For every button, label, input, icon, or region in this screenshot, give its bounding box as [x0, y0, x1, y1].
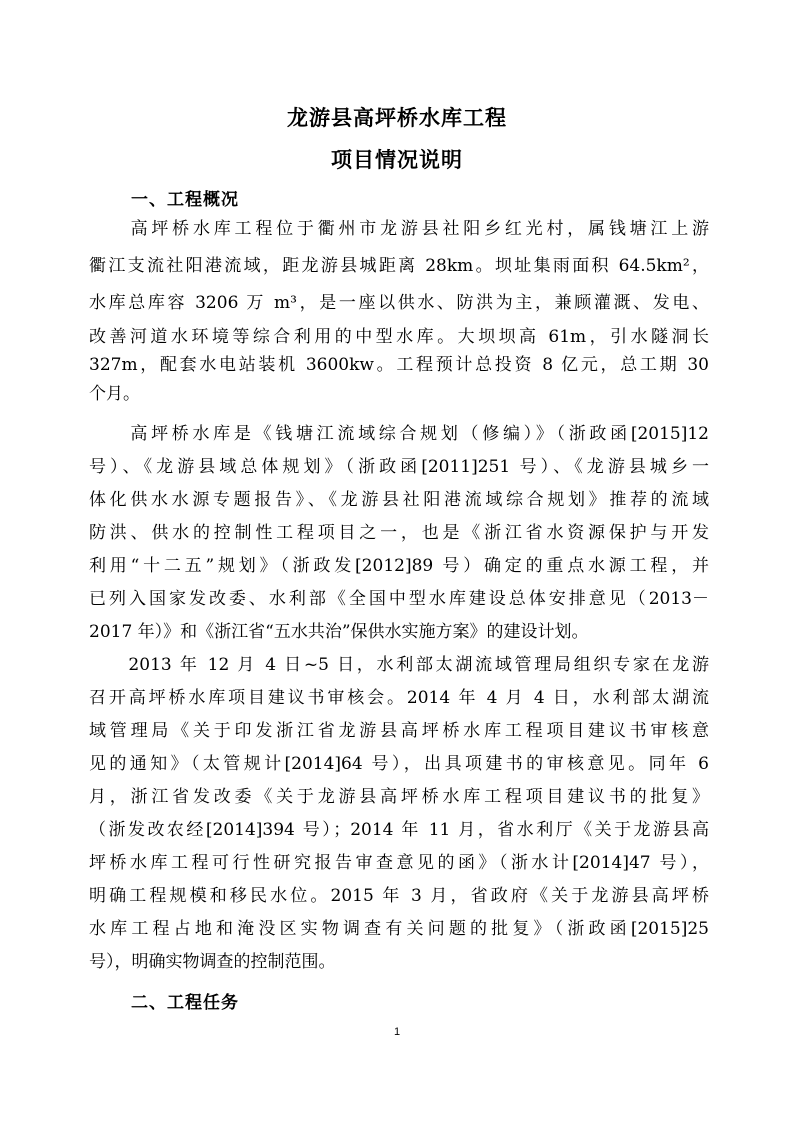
paragraph-line: 高坪桥水库工程位于衢州市龙游县社阳乡红光村，属钱塘江上游: [89, 219, 709, 239]
paragraph-line: 号）、《龙游县域总体规划》（浙政函[2011]251 号）、《龙游县城乡一: [89, 457, 709, 477]
paragraph-line: 衢江支流社阳港流域，距龙游县城距离 28km。坝址集雨面积 64.5km²，: [89, 256, 709, 276]
paragraph-line: 利用“十二五”规划》（浙政发[2012]89 号）确定的重点水源工程，并: [89, 556, 709, 576]
page-number: 1: [393, 1026, 401, 1038]
paragraph-line: 月，浙江省发改委《关于龙游县高坪桥水库工程项目建议书的批复》: [89, 787, 709, 807]
paragraph-line: 水库总库容 3206 万 m³，是一座以供水、防洪为主，兼顾灌溉、发电、: [89, 293, 709, 313]
paragraph-line: 见的通知》（太管规计[2014]64 号），出具项建书的审核意见。同年 6: [89, 754, 709, 774]
paragraph-line: 个月。: [89, 384, 140, 404]
paragraph-line: 2013 年 12 月 4 日~5 日，水利部太湖流域管理局组织专家在龙游: [89, 655, 709, 675]
paragraph-line: 召开高坪桥水库项目建议书审核会。2014 年 4 月 4 日，水利部太湖流: [89, 688, 709, 708]
paragraph-line: 防洪、供水的控制性工程项目之一，也是《浙江省水资源保护与开发: [89, 523, 709, 543]
paragraph-line: 改善河道水环境等综合利用的中型水库。大坝坝高 61m，引水隧洞长: [89, 327, 709, 347]
document-title: 龙游县高坪桥水库工程: [287, 106, 507, 130]
paragraph-line: 明确工程规模和移民水位。2015 年 3 月，省政府《关于龙游县高坪桥: [89, 886, 709, 906]
paragraph-line: 域管理局《关于印发浙江省龙游县高坪桥水库工程项目建议书审核意: [89, 721, 709, 741]
paragraph-line: 高坪桥水库是《钱塘江流域综合规划（修编）》（浙政函[2015]12: [89, 424, 709, 444]
section-heading-tasks: 二、工程任务: [131, 993, 239, 1013]
document-subtitle: 项目情况说明: [331, 148, 463, 172]
paragraph-line: 体化供水水源专题报告》、《龙游县社阳港流域综合规划》推荐的流域: [89, 490, 709, 510]
paragraph-line: 327m，配套水电站装机 3600kw。工程预计总投资 8 亿元，总工期 30: [89, 355, 709, 375]
paragraph-line: 2017 年）》和《浙江省“五水共治”保供水实施方案》的建设计划。: [89, 622, 589, 642]
paragraph-line: 坪桥水库工程可行性研究报告审查意见的函》（浙水计[2014]47 号），: [89, 853, 709, 873]
paragraph-line: 已列入国家发改委、水利部《全国中型水库建设总体安排意见（2013－: [89, 589, 709, 609]
paragraph-line: 号），明确实物调查的控制范围。: [89, 952, 336, 972]
section-heading-overview: 一、工程概况: [131, 190, 239, 210]
paragraph-line: 水库工程占地和淹没区实物调查有关问题的批复》（浙政函[2015]25: [89, 919, 709, 939]
paragraph-line: （浙发改农经[2014]394 号）；2014 年 11 月，省水利厅《关于龙游县高: [89, 820, 709, 840]
